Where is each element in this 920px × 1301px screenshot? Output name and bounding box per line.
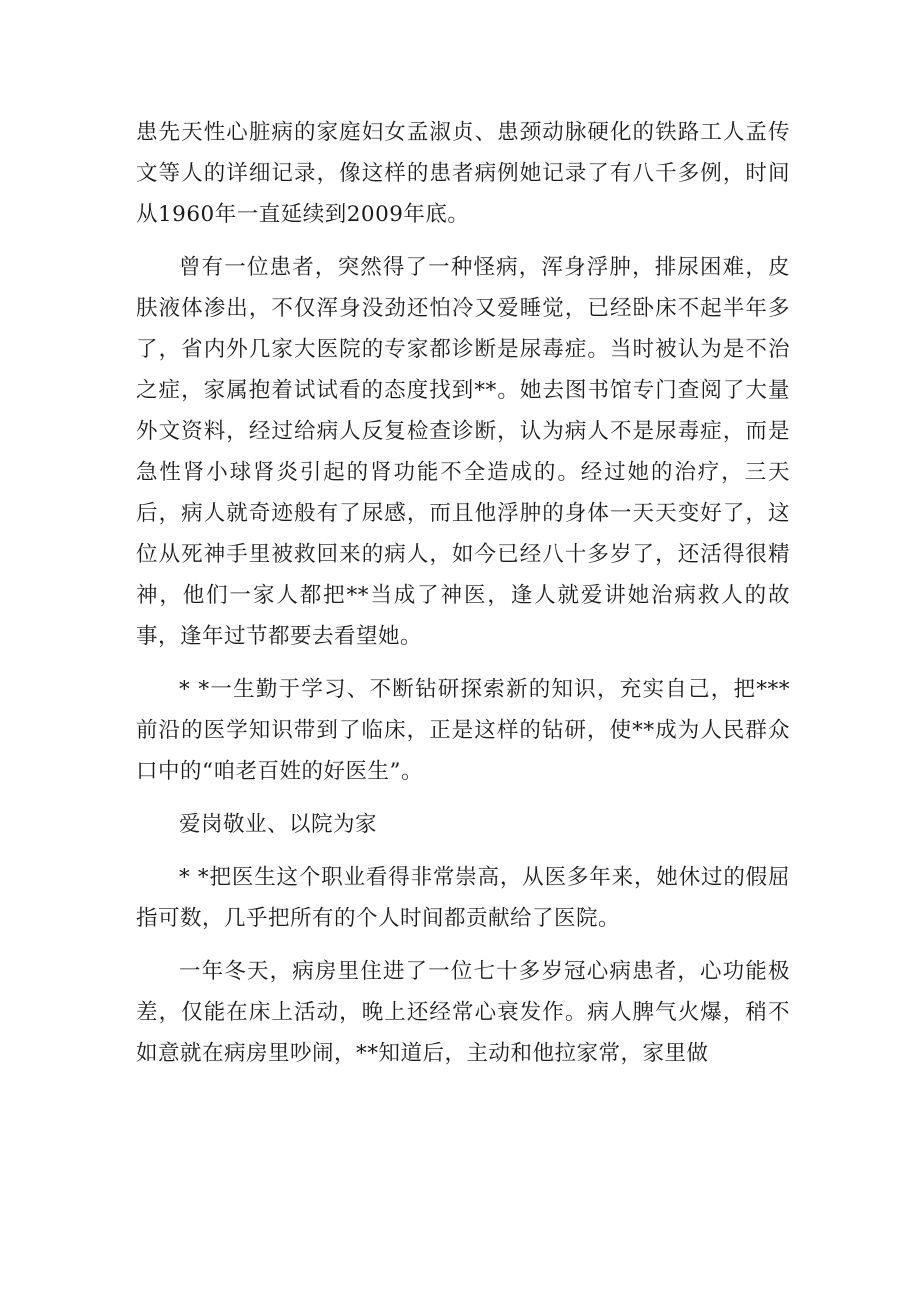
- paragraph-3: * *一生勤于学习、不断钻研探索新的知识，充实自己，把***前沿的医学知识带到了临床，正是这样的钻研，使**成为人民群众口中的“咱老百姓的好医生”。: [136, 677, 790, 784]
- paragraph-2: 曾有一位患者，突然得了一种怪病，浑身浮肿，排尿困难，皮肤液体渗出，不仅浑身没劲还怕冷又爱睡觉，已经卧床不起半年多了，省内外几家大医院的专家都诊断是尿毒症。当时被认为是不治之症，家属抱着试试看的态度找到**。她去图书馆专门查阅了大量外文资料，经过给病人反复检查诊断，认为病人不是尿毒症，而是急性肾小球肾炎引起的肾功能不全造成的。经过她的治疗，三天后，病人就奇迹般有了尿感，而且他浮肿的身体一天天变好了，这位从死神手里被救回来的病人，如今已经八十多岁了，还活得很精神，他们一家人都把**当成了神医，逢人就爱讲她治病救人的故事，逢年过节都要去看望她。: [136, 255, 790, 649]
- paragraph-1: 患先天性心脏病的家庭妇女孟淑贞、患颈动脉硬化的铁路工人孟传文等人的详细记录，像这样的患者病例她记录了有八千多例，时间从1960年一直延续到2009年底。: [136, 120, 790, 227]
- paragraph-5: 一年冬天，病房里住进了一位七十多岁冠心病患者，心功能极差，仅能在床上活动，晚上还经常心衰发作。病人脾气火爆，稍不如意就在病房里吵闹，**知道后，主动和他拉家常，家里做: [136, 959, 790, 1066]
- paragraph-4: * *把医生这个职业看得非常崇高，从医多年来，她休过的假屈指可数，几乎把所有的个人时间都贡献给了医院。: [136, 865, 790, 931]
- document-body: [136, 112, 790, 1086]
- section-heading: 爱岗敬业、以院为家: [179, 812, 378, 837]
